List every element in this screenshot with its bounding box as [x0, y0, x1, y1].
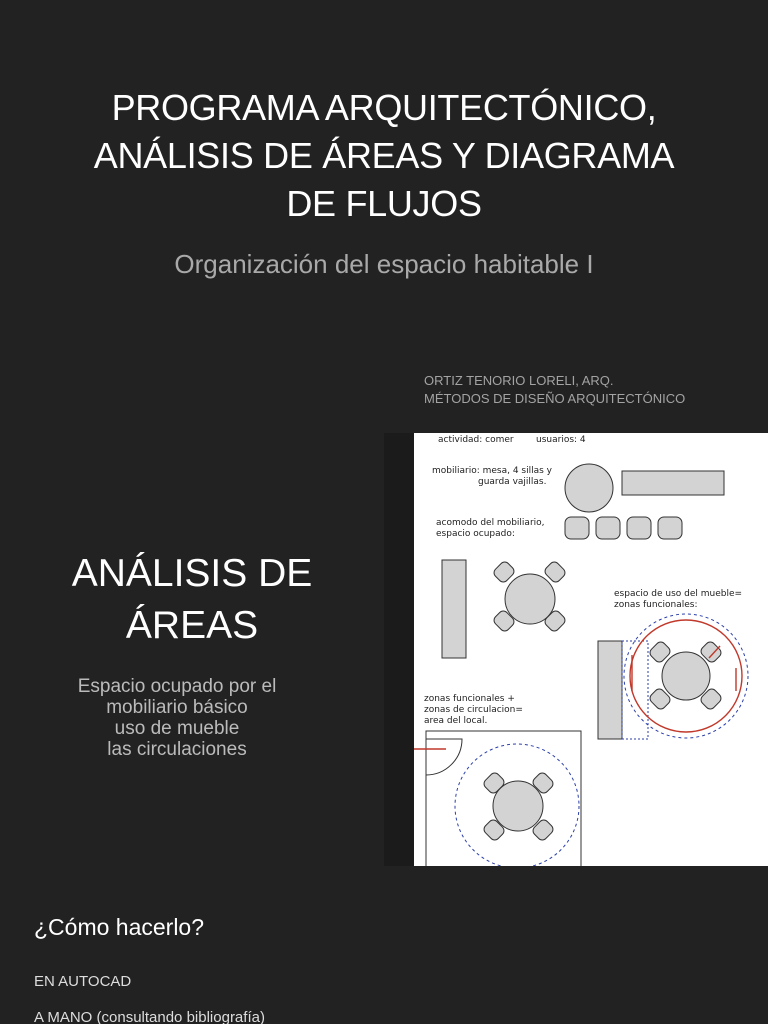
label-furniture-2: guarda vajillas. [478, 477, 547, 487]
sideboard-shape [622, 471, 724, 495]
sideboard-zone [598, 641, 622, 739]
section-heading [30, 548, 354, 652]
chair-shape [596, 517, 620, 539]
section-description [40, 676, 314, 760]
label-arrangement-1: acomodo del mobiliario, [436, 518, 545, 528]
author-name: ORTIZ TENORIO LORELI, ARQ. [424, 373, 614, 388]
label-users: usuarios: 4 [536, 435, 586, 445]
label-zones-3: area del local. [424, 716, 488, 726]
diagram-drawing [384, 433, 768, 866]
label-zones-1: zonas funcionales + [424, 694, 515, 704]
section-description-line-4: las circulaciones [107, 739, 247, 760]
slide-subtitle: Organización del espacio habitable I [174, 249, 594, 279]
section-description-line-3: uso de mueble [114, 718, 240, 739]
chair-shape [658, 517, 682, 539]
slide-title-line-2: ANÁLISIS DE ÁREAS Y DIAGRAMA [93, 135, 675, 176]
section-description-line-1: Espacio ocupado por el [77, 676, 277, 697]
method-option-autocad: EN AUTOCAD [34, 973, 132, 990]
section-description-line-2: mobiliario básico [106, 697, 248, 718]
table-shape [565, 464, 613, 512]
section-heading-line-2: ÁREAS [125, 604, 259, 647]
method-option-manual: A MANO (consultando bibliografía) [34, 1009, 265, 1024]
sideboard-plan [442, 560, 466, 658]
label-use-1: espacio de uso del mueble= [614, 589, 743, 599]
section-heading-line-1: ANÁLISIS DE [71, 552, 313, 595]
furniture-area-diagram [384, 433, 768, 866]
how-to-heading: ¿Cómo hacerlo? [34, 914, 205, 940]
label-use-2: zonas funcionales: [614, 600, 698, 610]
chair-shape [627, 517, 651, 539]
door-swing [426, 739, 462, 775]
label-furniture-1: mobiliario: mesa, 4 sillas y [432, 466, 553, 476]
chair-shape [565, 517, 589, 539]
chair-plan [492, 560, 516, 584]
slide-title-line-3: DE FLUJOS [286, 183, 482, 224]
slide-title-line-1: PROGRAMA ARQUITECTÓNICO, [111, 87, 657, 128]
label-zones-2: zonas de circulacion= [424, 705, 523, 715]
author-block [424, 372, 685, 408]
course-name: MÉTODOS DE DISEÑO ARQUITECTÓNICO [424, 391, 686, 406]
table-zone [662, 652, 710, 700]
slide-title [30, 84, 738, 228]
label-arrangement-2: espacio ocupado: [436, 529, 515, 539]
label-activity: actividad: comer [438, 435, 514, 445]
